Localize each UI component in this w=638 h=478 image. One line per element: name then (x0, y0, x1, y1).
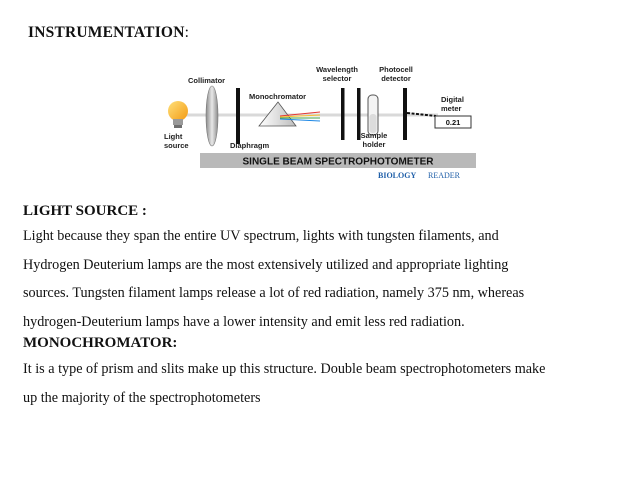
label-monochromator: Monochromator (249, 92, 307, 101)
photocell-detector-icon (403, 88, 407, 140)
monochromator-heading: MONOCHROMATOR: (23, 335, 178, 351)
page-title (28, 24, 189, 42)
label-light-source: Light (164, 132, 183, 141)
label-wavelength-selector: Wavelength (316, 65, 358, 74)
sample-cuvette-icon (368, 95, 378, 135)
page-title-text: INSTRUMENTATION (28, 24, 185, 41)
text-line: Hydrogen Deuterium lamps are the most extensively utilized and appropriate lighting (23, 256, 509, 273)
label-photocell: Photocell (379, 65, 413, 74)
label-sample-holder: Sample (360, 131, 388, 140)
text-line: Light because they span the entire UV spectrum, lights with tungsten filaments, and (23, 228, 499, 244)
spectrophotometer-diagram (160, 58, 478, 181)
text-line: It is a type of prism and slits make up this structure. Double beam spectrophotometers make (23, 361, 546, 377)
label-wavelength-selector-2: selector (322, 74, 352, 83)
light-source-heading: LIGHT SOURCE : (23, 203, 147, 219)
collimator-lens-icon (206, 86, 218, 146)
label-digital-meter: Digital (441, 95, 464, 104)
page-title-colon: : (184, 24, 190, 41)
label-collimator: Collimator (188, 76, 226, 85)
text-line: sources. Tungsten filament lamps release a lot of red radiation, namely 375 nm, whereas (23, 285, 525, 301)
text-line: hydrogen-Deuterium lamps have a lower intensity and emit less red radiation. (23, 313, 465, 330)
monochromator-paragraph (23, 355, 628, 412)
label-light-source-2: source (164, 141, 189, 150)
label-diaphragm: Diaphragm (230, 141, 270, 150)
label-digital-meter-2: meter (441, 104, 462, 113)
diagram-caption: SINGLE BEAM SPECTROPHOTOMETER (242, 156, 434, 168)
watermark-biology: BIOLOGY (378, 171, 417, 180)
diaphragm-slit-icon (236, 88, 240, 144)
meter-value: 0.21 (445, 118, 461, 127)
watermark-reader: READER (428, 171, 460, 180)
wavelength-selector-slit-icon (341, 88, 345, 140)
light-source-paragraph (23, 222, 628, 336)
label-sample-holder-2: holder (362, 140, 386, 149)
text-line: up the majority of the spectrophotometers (23, 389, 261, 406)
label-photocell-2: detector (381, 74, 411, 83)
